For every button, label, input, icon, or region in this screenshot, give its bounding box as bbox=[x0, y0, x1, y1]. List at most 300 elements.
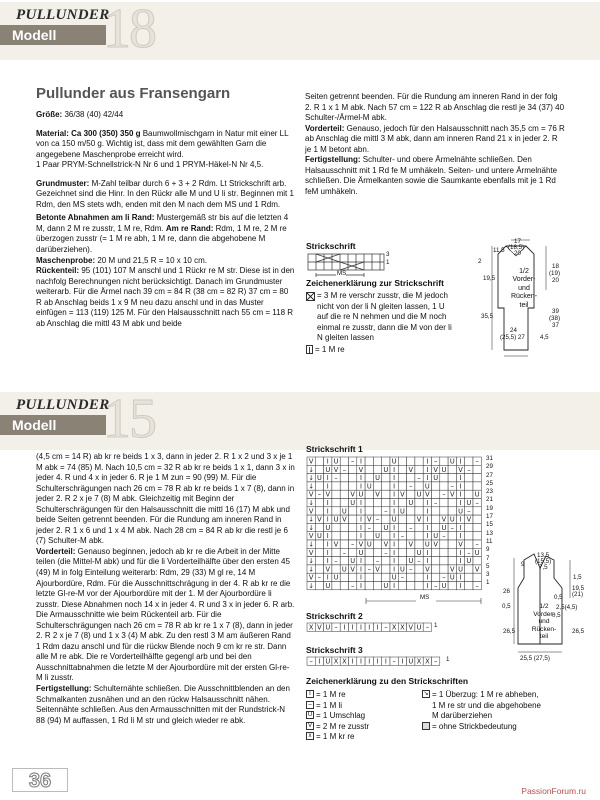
model-number: 18 bbox=[103, 0, 155, 60]
chart-symbol: ↓ bbox=[308, 465, 314, 474]
chart-symbol: I bbox=[359, 523, 362, 532]
chart-symbol: U bbox=[458, 565, 463, 574]
chart-cell bbox=[415, 482, 423, 490]
chart-cell bbox=[365, 499, 373, 507]
chart-symbol: I bbox=[426, 457, 429, 466]
grundmuster-label: Grundmuster: bbox=[36, 178, 90, 188]
chart-symbol: U bbox=[400, 507, 405, 516]
series-title: PULLUNDER bbox=[16, 7, 110, 23]
chart-cell bbox=[432, 565, 440, 573]
chart-cell bbox=[398, 557, 406, 565]
chart-cell bbox=[365, 490, 373, 498]
chart-symbol: I bbox=[359, 507, 362, 516]
chart-cell bbox=[398, 465, 406, 473]
chart-symbol: U bbox=[325, 465, 331, 474]
chart-symbol: U bbox=[333, 457, 339, 466]
schematic15-top-1: 13,5 bbox=[537, 552, 550, 559]
size-label: Größe: bbox=[36, 110, 63, 119]
chart-cell bbox=[315, 457, 323, 465]
chart-symbol: – bbox=[384, 548, 388, 557]
chart-cell bbox=[340, 532, 348, 540]
chart-symbol: X bbox=[425, 657, 430, 666]
chart-symbol: V bbox=[466, 515, 472, 524]
chart-symbol: I bbox=[326, 548, 329, 557]
chart-cell bbox=[365, 573, 373, 581]
schematic-small: 4,5 bbox=[540, 334, 549, 341]
schematic-dash: 2 bbox=[478, 258, 482, 265]
legend-ssk-text-1: = 1 Überzug: 1 M re abheben, bbox=[432, 690, 539, 700]
chart-row-number: 5 bbox=[486, 562, 490, 570]
chart-cell bbox=[465, 482, 473, 490]
chart-cell bbox=[432, 515, 440, 523]
chart-cell bbox=[398, 457, 406, 465]
chart-cell bbox=[440, 548, 448, 556]
chart-cell bbox=[407, 457, 415, 465]
ms-label: MS bbox=[337, 270, 347, 277]
chart-symbol: I bbox=[393, 523, 396, 532]
chart-symbol: ↓ bbox=[308, 540, 314, 549]
chart-cell bbox=[432, 523, 440, 531]
chart-symbol: I bbox=[459, 557, 462, 566]
abnahmen-text-2: Rdm, 1 M re, 2 M re überzogen zusstr (= 1 M re abh, 1 M re, dann die abgehobene M darüberziehen). bbox=[36, 223, 287, 255]
chart-symbol: I bbox=[318, 657, 321, 666]
chart-symbol: – bbox=[375, 515, 380, 524]
chart-symbol: X bbox=[400, 623, 405, 632]
chart-symbol: U bbox=[333, 515, 339, 524]
chart-symbol: ↓ bbox=[308, 482, 314, 491]
chart-symbol: – bbox=[450, 523, 454, 532]
chart-symbol: I bbox=[326, 507, 329, 516]
section1-column-1 bbox=[36, 110, 296, 332]
schematic-bottom-2: (25,5) 27 bbox=[500, 334, 525, 341]
chart-symbol: U bbox=[383, 581, 389, 590]
schematic15-r1: 1,5 bbox=[573, 574, 582, 581]
chart-title: Strickschrift bbox=[306, 241, 356, 251]
chart-symbol: – bbox=[342, 465, 347, 474]
chart-symbol: I bbox=[326, 540, 329, 549]
section1-column-2 bbox=[305, 92, 565, 200]
chart-symbol: V bbox=[333, 465, 339, 474]
chart-cell bbox=[349, 465, 357, 473]
chart-cell bbox=[315, 499, 323, 507]
chart-cell bbox=[473, 523, 481, 531]
chart-cell bbox=[315, 482, 323, 490]
chart-symbol: I bbox=[459, 573, 462, 582]
maschenprobe-text: 20 M und 21,5 R = 10 x 10 cm. bbox=[95, 255, 207, 265]
legend-18 bbox=[306, 278, 456, 356]
legend-title: Zeichenerklärung zur Strickschrift bbox=[306, 278, 444, 288]
chart-cell bbox=[398, 523, 406, 531]
chart-symbol: ↓ bbox=[308, 581, 314, 590]
chart-symbol: – bbox=[367, 565, 371, 574]
abnahmen-label-2: Am re Rand: bbox=[165, 223, 214, 233]
chart-cell bbox=[448, 507, 456, 515]
chart-cell bbox=[373, 540, 381, 548]
chart-cell bbox=[332, 499, 340, 507]
piece15-label-2: Vorder- bbox=[533, 610, 555, 618]
strickschrift-3-chart bbox=[306, 656, 444, 667]
chart-symbol: I bbox=[393, 565, 396, 574]
chart-cell bbox=[465, 582, 473, 590]
chart-symbol: I bbox=[359, 573, 362, 582]
chart-cell bbox=[407, 515, 415, 523]
chart-symbol: – bbox=[475, 581, 479, 590]
schematic15-m10: 26,5 bbox=[503, 628, 516, 635]
chart-symbol: I bbox=[459, 581, 462, 590]
chart-symbol: I bbox=[393, 474, 396, 483]
chart-cell bbox=[332, 507, 340, 515]
chart-symbol: V bbox=[333, 540, 339, 549]
chart-symbol: U bbox=[325, 657, 331, 666]
chart-symbol: – bbox=[425, 623, 430, 632]
chart-symbol: V bbox=[308, 573, 314, 582]
chart-symbol: – bbox=[409, 523, 413, 532]
chart-cell bbox=[373, 507, 381, 515]
legend-ssk bbox=[422, 690, 562, 722]
chart-cell bbox=[440, 507, 448, 515]
chart-symbol: I bbox=[393, 540, 396, 549]
piece15-label-5: teil bbox=[539, 633, 549, 641]
size-value: 36/38 (40) 42/44 bbox=[62, 110, 124, 119]
schematic-piece-label bbox=[506, 268, 542, 310]
knit-symbol-icon: I bbox=[306, 690, 314, 698]
chart-cell bbox=[332, 548, 340, 556]
chart-symbol: I bbox=[368, 623, 371, 632]
chart-cell bbox=[365, 457, 373, 465]
schematic-top-3: 20 bbox=[514, 250, 521, 257]
chart-symbol: U bbox=[317, 474, 322, 483]
chart-cell bbox=[440, 474, 448, 482]
chart-cell bbox=[473, 573, 481, 581]
chart-symbol: – bbox=[342, 548, 347, 557]
chart-symbol: U bbox=[366, 540, 372, 549]
chart-symbol: I bbox=[426, 548, 429, 557]
chart-symbol: U bbox=[449, 457, 455, 466]
rueckenteil-text: 95 (101) 107 M anschl und 1 Rückr re M str. Diese ist in den nachfolg Berechnungen nicht berücksichtigt. Danach im Grundmuster weiterarb. Für die Ärmel nach 39 cm = 84 R (38 cm = 82 R) 37 cm = 80 R ab Anschlag beids 1 x 9 M neu dazu anschl und in das Muster einfügen = 113 (119) 125 M. Für den Halsausschnitt nach 55 cm = 118 R ab Anschlag die mittl 43 M abk und beide bbox=[36, 266, 295, 328]
chart-symbol: U bbox=[416, 490, 422, 499]
chart-symbol: I bbox=[343, 623, 346, 632]
abnahmen-text: Mustergemäß str bis auf die letzten 4 M, dann 2 M re zusstr, 1 M re, Rdm. bbox=[36, 213, 289, 233]
legend-yarnover bbox=[306, 711, 422, 722]
chart-symbol: U bbox=[466, 498, 472, 507]
chart-symbol: U bbox=[375, 474, 380, 483]
chart-cell bbox=[398, 548, 406, 556]
chart-cell bbox=[415, 457, 423, 465]
legend-purl bbox=[306, 701, 422, 712]
chart-symbol: U bbox=[433, 532, 439, 541]
schematic-left-1: 11,5 bbox=[493, 247, 505, 254]
chart-1-ms-label: MS bbox=[420, 594, 430, 601]
chart-cell bbox=[473, 465, 481, 473]
legend-title: Zeichenerklärung zu den Strickschriften bbox=[306, 676, 469, 686]
chart-cell bbox=[373, 499, 381, 507]
chart-symbol: U bbox=[474, 548, 480, 557]
schematic-right-1: 18 bbox=[552, 263, 559, 270]
chart-cell bbox=[415, 507, 423, 515]
chart-symbol: I bbox=[401, 657, 404, 666]
chart-symbol: U bbox=[317, 532, 322, 541]
chart-row-3: 3 bbox=[386, 251, 390, 258]
chart-symbol: – bbox=[409, 565, 413, 574]
chart-cell bbox=[448, 499, 456, 507]
chart-symbol: – bbox=[467, 548, 471, 557]
chart-cell bbox=[407, 582, 415, 590]
chart-cell bbox=[365, 548, 373, 556]
chart-cell bbox=[382, 474, 390, 482]
legend-column-right bbox=[422, 690, 562, 743]
chart-cell bbox=[473, 474, 481, 482]
chart-row-number: 1 bbox=[486, 579, 490, 587]
chart-cell bbox=[382, 499, 390, 507]
knit-stitch-symbol-icon bbox=[306, 345, 313, 354]
chart-symbol: I bbox=[426, 515, 429, 524]
chart-cell bbox=[373, 457, 381, 465]
chart-symbol: I bbox=[393, 532, 396, 541]
chart-symbol: ↓ bbox=[308, 565, 314, 574]
chart-symbol: U bbox=[325, 623, 331, 632]
chart-row-number: 21 bbox=[486, 496, 493, 504]
model-number: 15 bbox=[103, 388, 155, 450]
chart-symbol: I bbox=[459, 490, 462, 499]
piece-label-line-5: teil bbox=[519, 301, 529, 309]
schematic-side-3: 37 bbox=[552, 322, 559, 329]
chart-cell bbox=[398, 540, 406, 548]
chart-symbol: U bbox=[333, 573, 339, 582]
chart-cell bbox=[440, 557, 448, 565]
grundmuster-text: M-Zahl teilbar durch 6 + 3 + 2 Rdm. Lt Strickschrift arb. Gezeichnet sind die Hinr. In den Rückr alle M und U li str. Beginnen mit 1 Rdm, den MS stets wdh, enden mit den M nach dem MS und 1 Rdm. bbox=[36, 178, 294, 209]
chart-symbol: – bbox=[450, 482, 454, 491]
chart-symbol: – bbox=[384, 623, 388, 632]
chart-cell bbox=[340, 540, 348, 548]
schematic15-bottom: 25,5 (27,5) bbox=[520, 655, 550, 662]
chart-symbol: I bbox=[459, 498, 462, 507]
chart-symbol: I bbox=[393, 465, 396, 474]
chart-symbol: I bbox=[393, 490, 396, 499]
chart-symbol: – bbox=[475, 457, 479, 466]
chart-cell bbox=[448, 474, 456, 482]
chart-2-title: Strickschrift 2 bbox=[306, 611, 363, 621]
chart-symbol: U bbox=[383, 465, 389, 474]
chart-cell bbox=[473, 507, 481, 515]
chart-symbol: V bbox=[408, 623, 414, 632]
legend-column-left bbox=[306, 690, 422, 743]
chart-symbol: V bbox=[342, 515, 347, 524]
material-label: Material: Ca 300 (350) 350 g bbox=[36, 128, 141, 138]
chart-symbol: V bbox=[317, 623, 322, 632]
chart-symbol: X bbox=[308, 623, 314, 632]
chart-symbol: U bbox=[449, 515, 455, 524]
chart-cell bbox=[332, 490, 340, 498]
chart-symbol: V bbox=[458, 465, 463, 474]
chart-cell bbox=[349, 482, 357, 490]
chart-cell bbox=[440, 499, 448, 507]
chart-symbol: V bbox=[441, 515, 447, 524]
chart-cell bbox=[373, 482, 381, 490]
modell-tag: Modell bbox=[0, 25, 106, 45]
chart-symbol: U bbox=[441, 523, 447, 532]
chart-symbol: I bbox=[426, 523, 429, 532]
model-18-header bbox=[0, 2, 600, 60]
legend-15 bbox=[306, 676, 566, 743]
chart-symbol: U bbox=[408, 498, 414, 507]
chart-symbol: I bbox=[384, 657, 387, 666]
chart-cell bbox=[415, 582, 423, 590]
chart-cell bbox=[407, 507, 415, 515]
chart-symbol: – bbox=[433, 657, 438, 666]
chart-symbol: V bbox=[474, 565, 480, 574]
chart-cell bbox=[373, 573, 381, 581]
chart-symbol: – bbox=[317, 490, 322, 499]
chart-symbol: V bbox=[408, 465, 414, 474]
chart-symbol: U bbox=[408, 657, 414, 666]
chart-symbol: – bbox=[467, 465, 471, 474]
chart-symbol: U bbox=[391, 457, 397, 466]
chart-symbol: V bbox=[308, 532, 314, 541]
maschenprobe-label: Maschenprobe: bbox=[36, 255, 96, 265]
chart-symbol: – bbox=[467, 507, 471, 516]
chart-cell bbox=[432, 573, 440, 581]
schematic15-b2: 0,5 bbox=[552, 612, 561, 619]
chart-cell bbox=[432, 548, 440, 556]
chart-symbol: I bbox=[426, 532, 429, 541]
chart-cell bbox=[440, 457, 448, 465]
no-stitch-symbol-icon bbox=[422, 722, 430, 730]
chart-cell bbox=[432, 507, 440, 515]
chart-cell bbox=[340, 457, 348, 465]
material-text: Baumwollmischgarn in Natur mit einer LL von ca 150 m/50 g. Wichtig ist, dass mit dem gewählten Garn die angegebene Maschenprobe erreicht wird. bbox=[36, 128, 289, 159]
chart-symbol: – bbox=[417, 557, 421, 566]
chart-symbol: I bbox=[359, 657, 362, 666]
piece15-label-4: Rücken- bbox=[531, 625, 557, 633]
chart-symbol: V bbox=[449, 490, 455, 499]
chart-symbol: V bbox=[366, 515, 372, 524]
twisted-stitch-symbol-icon: x bbox=[306, 732, 314, 740]
chart-cell bbox=[315, 557, 323, 565]
chart-symbol: I bbox=[326, 474, 329, 483]
page-title: Pullunder aus Fransengarn bbox=[36, 85, 231, 102]
chart-row-number: 27 bbox=[486, 471, 493, 479]
page-number: 36 bbox=[12, 768, 68, 792]
chart-symbol: U bbox=[449, 573, 455, 582]
chart-row-1: 1 bbox=[386, 259, 390, 266]
chart-2-row: 1 bbox=[434, 622, 438, 629]
chart-cell bbox=[349, 507, 357, 515]
chart-symbol: – bbox=[334, 623, 338, 632]
chart-row-number: 25 bbox=[486, 479, 493, 487]
chart-symbol: I bbox=[359, 532, 362, 541]
chart-cell bbox=[332, 582, 340, 590]
schematic-top-1: 17 bbox=[514, 238, 521, 245]
chart-cell bbox=[349, 548, 357, 556]
chart-cell bbox=[448, 548, 456, 556]
chart-symbol: – bbox=[350, 540, 355, 549]
chart-cell bbox=[315, 565, 323, 573]
chart-symbol: – bbox=[350, 581, 355, 590]
chart-cell bbox=[398, 582, 406, 590]
legend-knit-text: = 1 M re bbox=[316, 690, 346, 700]
chart-symbol: X bbox=[416, 657, 422, 666]
chart-cell bbox=[473, 515, 481, 523]
chart-cell bbox=[415, 499, 423, 507]
chart-symbol: U bbox=[383, 523, 389, 532]
chart-symbol: I bbox=[359, 498, 362, 507]
chart-cell bbox=[340, 582, 348, 590]
chart-symbol: I bbox=[351, 657, 354, 666]
chart-cell bbox=[349, 532, 357, 540]
chart-symbol: – bbox=[417, 474, 421, 483]
chart-cell bbox=[365, 532, 373, 540]
chart-cell bbox=[382, 515, 390, 523]
chart-cell bbox=[448, 532, 456, 540]
chart-symbol: V bbox=[308, 507, 314, 516]
section2-column-1 bbox=[36, 452, 296, 729]
chart-symbol: X bbox=[342, 657, 347, 666]
chart-symbol: V bbox=[308, 548, 314, 557]
chart-cell bbox=[373, 548, 381, 556]
chart-symbol: – bbox=[375, 557, 380, 566]
chart-cell bbox=[432, 557, 440, 565]
chart-cell bbox=[407, 474, 415, 482]
chart-symbol: ↓ bbox=[308, 557, 314, 566]
chart-symbol: – bbox=[409, 482, 413, 491]
chart-symbol: U bbox=[375, 532, 380, 541]
chart-cell bbox=[340, 499, 348, 507]
chart-symbol: U bbox=[424, 482, 430, 491]
chart-row-number: 3 bbox=[486, 571, 490, 579]
chart-symbol: U bbox=[358, 548, 364, 557]
chart-row-number: 29 bbox=[486, 463, 493, 471]
chart-symbol: V bbox=[308, 457, 314, 466]
schematic15-b3: 26,5 bbox=[572, 628, 585, 635]
schematic15-m1: 26 bbox=[503, 588, 510, 595]
chart-symbol: – bbox=[433, 457, 438, 466]
schematic15-m3: 0,5 bbox=[502, 603, 511, 610]
chart-cell bbox=[332, 532, 340, 540]
chart-row-number: 11 bbox=[486, 537, 493, 545]
chart-cell bbox=[440, 540, 448, 548]
chart-symbol: V bbox=[375, 490, 380, 499]
chart-cell bbox=[365, 465, 373, 473]
chart-cell bbox=[448, 582, 456, 590]
chart-symbol: I bbox=[393, 548, 396, 557]
chart-cell bbox=[473, 557, 481, 565]
chart-cell bbox=[365, 582, 373, 590]
chart-symbol: I bbox=[459, 532, 462, 541]
piece-label-line-3: und bbox=[518, 284, 530, 292]
chart-symbol: – bbox=[334, 474, 338, 483]
chart-cell bbox=[398, 515, 406, 523]
schematic-side-1: 39 bbox=[552, 308, 559, 315]
rueckenteil-label: Rückenteil: bbox=[36, 266, 80, 276]
chart-cell bbox=[382, 573, 390, 581]
k2tog-symbol-icon: V bbox=[307, 722, 312, 729]
chart-cell bbox=[382, 557, 390, 565]
piece15-label-1: 1/2 bbox=[539, 603, 549, 610]
chart-symbol: V bbox=[416, 515, 422, 524]
schematic15-m4: 2,5(4,5) bbox=[556, 604, 578, 611]
chart-symbol: U bbox=[400, 565, 405, 574]
chart-cell bbox=[315, 507, 323, 515]
schematic-mid-2: 35,5 bbox=[481, 313, 494, 320]
chart-symbol: I bbox=[376, 657, 379, 666]
chart-cell bbox=[398, 474, 406, 482]
chart-symbol: U bbox=[424, 540, 430, 549]
chart-symbol: I bbox=[459, 474, 462, 483]
chart-cell bbox=[340, 490, 348, 498]
chart-symbol: V bbox=[325, 565, 331, 574]
chart-cell bbox=[382, 532, 390, 540]
chart-cell bbox=[340, 573, 348, 581]
